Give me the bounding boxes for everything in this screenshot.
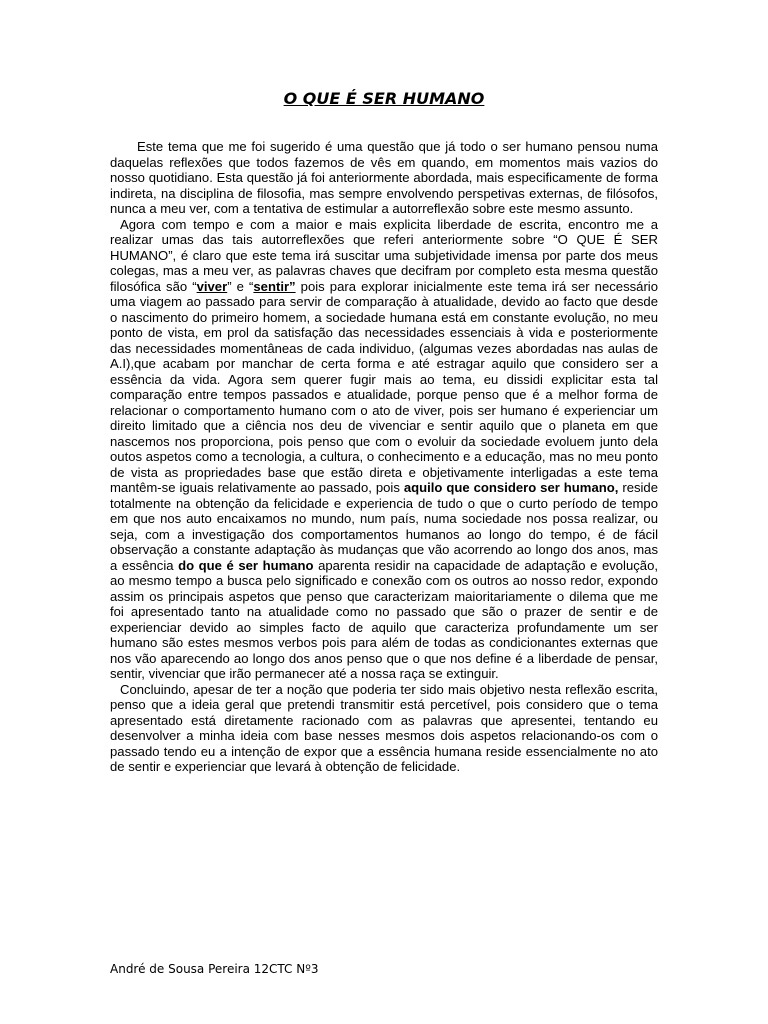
- text-span: reside totalmente na obtenção da felicidade e experiencia de tudo o que o curto período de tempo em que nos auto encaixamos no mundo, num país, numa sociedade nos possa realizar, ou seja, com a investigação dos comportamentos humanos ao longo do tempo, é de fácil observação a constante adaptação às mudanças que vão acorrendo ao longo dos anos, mas a essência: [110, 480, 658, 573]
- bold-phrase: aquilo que considero ser humano,: [403, 480, 619, 495]
- document-title: O QUE É SER HUMANO: [283, 89, 485, 108]
- text-span: pois para explorar inicialmente este tema irá ser necessário uma viagem ao passado para servir de comparação à atualidade, devido ao facto que desde o nascimento do primeiro homem, a sociedade humana está em constante evolução, no meu ponto de vista, em prol da satisfação das necessidades essenciais à vida e posteriormente das necessidades momentâneas de cada individuo, (algumas vezes abordadas nas aulas de A.I),que acabam por manchar de certa forma e até estragar aquilo que considero ser a essência da vida. Agora sem querer fugir mais ao tema, eu dissidi explicitar esta tal comparação entre tempos passados e atualidade, porque penso que é a melhor forma de relacionar o comportamento humano com o ato de viver, pois ser humano é experienciar um direito limitado que a ciência nos deu de vivenciar e sentir aquilo que o planeta em que nascemos nos proporciona, pois penso que com o evoluir da sociedade evoluem junto dela outos aspetos como a tecnologia, a cultura, o conhecimento e a educação, mas no meu ponto de vista as propriedades base que estão direta e objetivamente interligadas a este tema mantêm-se iguais relativamente ao passado, pois: [110, 278, 658, 495]
- text-span: aparenta residir na capacidade de adaptação e evolução, ao mesmo tempo a busca pelo significado e conexão com os outros ao nosso redor, expondo assim os principais aspetos que penso que caracterizam maioritariamente o dilema que me foi apresentado tanto na atualidade como no passado que são o prazer de sentir e de experienciar devido ao simples facto de aquilo que caracteriza profundamente um ser humano são estes mesmos verbos pois para além de todas as condicionantes externas que nos vão aparecendo ao longo dos anos penso que o que nos define é a liberdade de pensar, sentir, vivenciar que irão permanecer até a nossa raça se extinguir.: [110, 557, 658, 681]
- paragraph-intro: Este tema que me foi sugerido é uma questão que já todo o ser humano pensou numa daquelas reflexões que todos fazemos de vês em quando, em momentos mais vazios do nosso quotidiano. Esta questão já foi anteriormente abordada, mais especificamente de forma indireta, na disciplina de filosofia, mas sempre envolvendo perspetivas externas, de filósofos, nunca a meu ver, com a tentativa de estimular a autorreflexão sobre este mesmo assunto.: [110, 139, 658, 216]
- paragraph-conclusion: Concluindo, apesar de ter a noção que poderia ter sido mais objetivo nesta reflexão escrita, penso que a ideia geral que pretendi transmitir está percetível, pois considero que o tema apresentado está diretamente racionado com as palavras que apresentei, tentando eu desenvolver a minha ideia com base nesses mesmos dois aspetos relacionando-os com o passado tendo eu a intenção de expor que a essência humana reside essencialmente no ato de sentir e experienciar que levará à obtenção de felicidade.: [110, 681, 658, 774]
- text-span: ” e “: [227, 278, 254, 294]
- document-body: [110, 139, 658, 775]
- keyword-viver: viver: [196, 278, 228, 294]
- bold-phrase: do que é ser humano: [178, 557, 314, 573]
- author-footer: André de Sousa Pereira 12CTC Nº3: [110, 962, 319, 976]
- paragraph-development: [110, 217, 658, 682]
- text-span: Agora com tempo e com a maior e mais explicita liberdade de escrita, encontro me a realizar umas das tais autorreflexões que referi anteriormente sobre “O QUE É SER HUMANO”, é claro que este tema irá suscitar uma subjetividade imensa por parte dos meus colegas, mas a meu ver, as palavras chaves que decifram por completo esta mesma questão filosófica são “: [110, 216, 658, 294]
- keyword-sentir: sentir”: [253, 278, 296, 294]
